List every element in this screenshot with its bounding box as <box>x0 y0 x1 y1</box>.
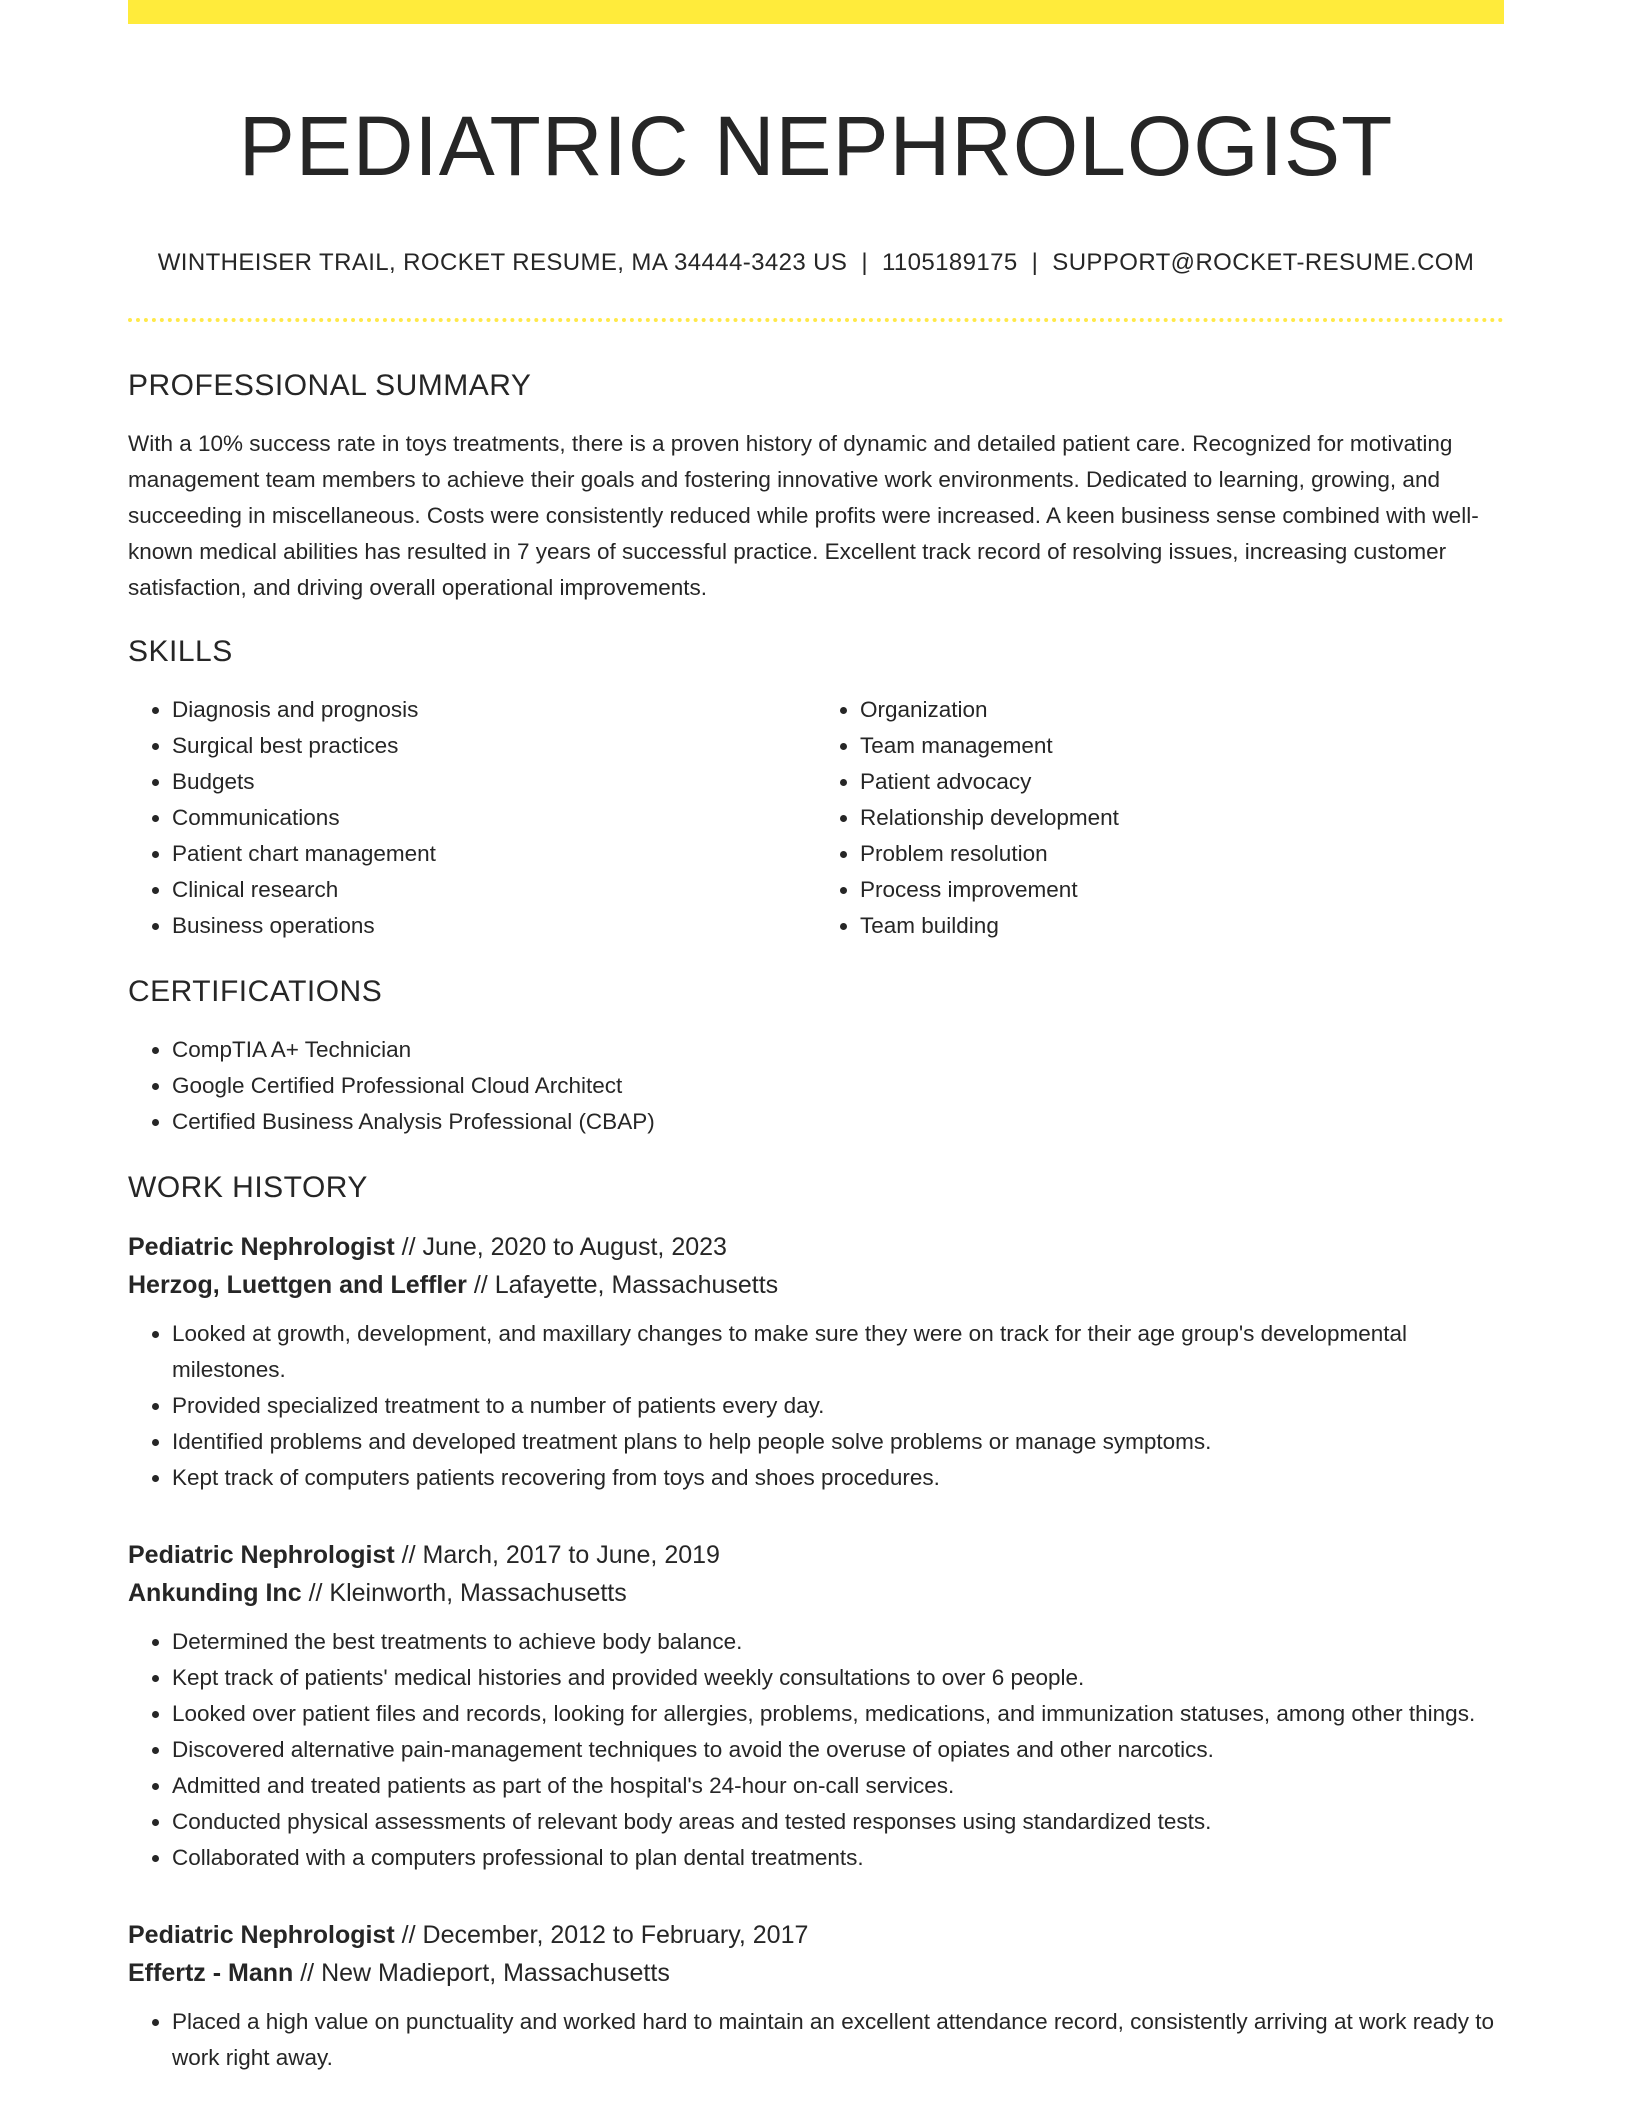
resume-content <box>128 0 1504 2076</box>
skill-item: • Surgical best practices <box>172 728 816 764</box>
job-title-line <box>128 1228 1504 1266</box>
contact-address: WINTHEISER TRAIL, ROCKET RESUME, MA 34444-3423 US <box>157 249 848 276</box>
job-bullet: • Collaborated with a computers professional to plan dental treatments. <box>172 1840 1504 1876</box>
accent-top-bar <box>128 0 1504 24</box>
skills-columns <box>128 692 1504 944</box>
certifications-list <box>128 1032 1504 1140</box>
skill-item: • Business operations <box>172 908 816 944</box>
job-bullet: • Kept track of patients' medical histories and provided weekly consultations to over 6 people. <box>172 1660 1504 1696</box>
job-bullet: • Conducted physical assessments of relevant body areas and tested responses using standardized tests. <box>172 1804 1504 1840</box>
skill-item: • Clinical research <box>172 872 816 908</box>
skill-item: • Team management <box>860 728 1504 764</box>
job-company: Herzog, Luettgen and Leffler <box>128 1271 467 1299</box>
skill-item: • Team building <box>860 908 1504 944</box>
skill-item: • Budgets <box>172 764 816 800</box>
job-bullet: • Looked over patient files and records, looking for allergies, problems, medications, and immunization statuses, among other things. <box>172 1696 1504 1732</box>
job-company-line <box>128 1954 1504 1992</box>
skill-item: • Diagnosis and prognosis <box>172 692 816 728</box>
job-bullet: • Discovered alternative pain-management techniques to avoid the overuse of opiates and other narcotics. <box>172 1732 1504 1768</box>
job-title-line <box>128 1916 1504 1954</box>
contact-separator: | <box>1031 249 1039 276</box>
job-bullet: • Provided specialized treatment to a number of patients every day. <box>172 1388 1504 1424</box>
skill-item: • Process improvement <box>860 872 1504 908</box>
skills-left-list <box>128 692 816 944</box>
skills-right-list <box>816 692 1504 944</box>
job-title: Pediatric Nephrologist <box>128 1233 395 1261</box>
job-bullets <box>128 2004 1504 2076</box>
skill-item: • Communications <box>172 800 816 836</box>
job-bullets <box>128 1316 1504 1496</box>
dotted-divider <box>128 318 1504 322</box>
job-company: Effertz - Mann <box>128 1959 294 1987</box>
certifications-heading: CERTIFICATIONS <box>128 975 383 1008</box>
certification-item: • CompTIA A+ Technician <box>172 1032 1504 1068</box>
job-entry <box>128 1228 1504 1496</box>
job-entry <box>128 1916 1504 2076</box>
job-location: // New Madieport, Massachusetts <box>300 1959 670 1987</box>
contact-email: SUPPORT@ROCKET-RESUME.COM <box>1052 249 1475 276</box>
skill-item: • Problem resolution <box>860 836 1504 872</box>
contact-line <box>128 248 1504 278</box>
job-title: Pediatric Nephrologist <box>128 1541 395 1569</box>
job-entry <box>128 1536 1504 1876</box>
job-bullet: • Identified problems and developed treatment plans to help people solve problems or manage symptoms. <box>172 1424 1504 1460</box>
job-bullet: • Kept track of computers patients recovering from toys and shoes procedures. <box>172 1460 1504 1496</box>
job-title-line <box>128 1536 1504 1574</box>
job-dates: // June, 2020 to August, 2023 <box>401 1233 727 1261</box>
contact-phone: 1105189175 <box>881 249 1018 276</box>
job-bullets <box>128 1624 1504 1876</box>
job-bullet: • Determined the best treatments to achieve body balance. <box>172 1624 1504 1660</box>
skills-heading: SKILLS <box>128 635 233 668</box>
summary-text: With a 10% success rate in toys treatments, there is a proven history of dynamic and detailed patient care. Recognized for motivating management team members to achieve their goals and fostering innovative work environments. Dedicated to learning, growing, and succeeding in miscellaneous. Costs were consistently reduced while profits were increased. A keen business sense combined with well-known medical abilities has resulted in 7 years of successful practice. Excellent track record of resolving issues, increasing customer satisfaction, and driving overall operational improvements. <box>128 431 1479 600</box>
certification-item: • Certified Business Analysis Professional (CBAP) <box>172 1104 1504 1140</box>
job-dates: // December, 2012 to February, 2017 <box>401 1921 809 1949</box>
skill-item: • Relationship development <box>860 800 1504 836</box>
skill-item: • Patient chart management <box>172 836 816 872</box>
job-company-line <box>128 1266 1504 1304</box>
job-bullet: • Looked at growth, development, and maxillary changes to make sure they were on track for their age group's developmental milestones. <box>172 1316 1504 1388</box>
job-location: // Lafayette, Massachusetts <box>473 1271 779 1299</box>
certification-item: • Google Certified Professional Cloud Architect <box>172 1068 1504 1104</box>
job-title: Pediatric Nephrologist <box>128 1921 395 1949</box>
job-bullet: • Placed a high value on punctuality and worked hard to maintain an excellent attendance record, consistently arriving at work ready to work right away. <box>172 2004 1504 2076</box>
skill-item: • Patient advocacy <box>860 764 1504 800</box>
job-dates: // March, 2017 to June, 2019 <box>401 1541 720 1569</box>
skill-item: • Organization <box>860 692 1504 728</box>
contact-separator: | <box>861 249 868 276</box>
job-location: // Kleinworth, Massachusetts <box>308 1579 627 1607</box>
summary-heading: PROFESSIONAL SUMMARY <box>128 369 532 402</box>
job-company: Ankunding Inc <box>128 1579 302 1607</box>
job-bullet: • Admitted and treated patients as part of the hospital's 24-hour on-call services. <box>172 1768 1504 1804</box>
resume-title: PEDIATRIC NEPHROLOGIST <box>238 99 1394 193</box>
job-company-line <box>128 1574 1504 1612</box>
work-history-heading: WORK HISTORY <box>128 1171 368 1204</box>
